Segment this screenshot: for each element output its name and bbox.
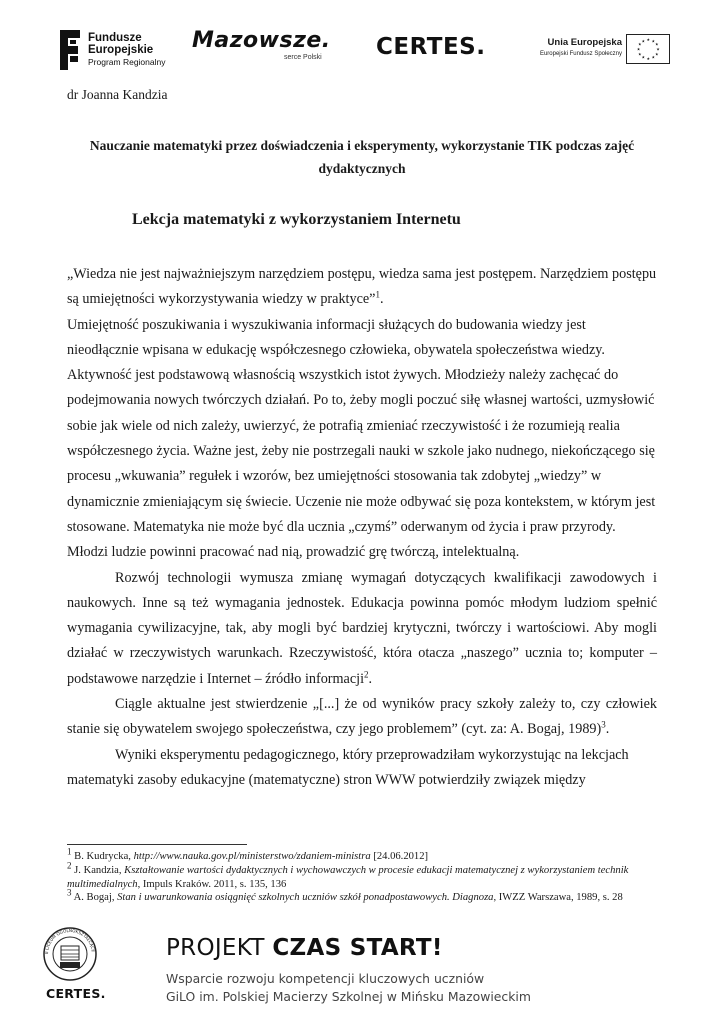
svg-text:★: ★ [641,54,646,60]
project-line-1: Wsparcie rozwoju kompetencji kluczowych uczniów [166,971,485,986]
footnote-3 [67,887,657,905]
svg-text:★: ★ [638,51,642,57]
mazowsze-tagline: serce Polski [284,54,322,61]
footnote-ref-1: 1 [375,289,380,300]
footnote-2-num: 2 [67,860,72,871]
eu-fund: Europejski Fundusz Społeczny [539,51,622,57]
footnote-1 [67,846,657,864]
school-seal-icon [42,926,98,982]
fe-line-3: Program Regionalny [88,57,166,67]
svg-text:★: ★ [651,38,656,44]
mazowsze-wordmark: Mazowsze. [192,28,331,53]
paragraph-2 [67,566,657,692]
project-line-2: GiLO im. Polskiej Macierzy Szkolnej w Mińsku Mazowieckim [166,989,531,1004]
document-title: Nauczanie matematyki przez doświadczenia i eksperymenty, wykorzystanie TIK podczas zajęć dydaktycznych [89,138,635,176]
footnote-2-pre: J. Kandzia, [71,864,125,876]
svg-text:★: ★ [655,51,659,57]
svg-text:★: ★ [646,37,651,42]
footnote-3-pre: A. Bogaj, [71,892,118,904]
footnote-3-num: 3 [67,887,72,898]
fe-line-1: Fundusze [88,32,142,44]
svg-text:★: ★ [646,56,651,61]
mazowsze-logo [192,28,342,68]
footnote-2 [67,860,657,892]
footnote-2-post: , Impuls Kraków. 2011, s. 135, 136 [137,878,287,890]
lesson-subtitle: Lekcja matematyki z wykorzystaniem Internetu [132,211,461,228]
svg-text:★: ★ [655,41,659,47]
footnote-ref-2: 2 [364,669,369,680]
svg-text:★: ★ [651,54,656,60]
body-text [67,262,657,793]
author: dr Joanna Kandzia [67,87,168,102]
footer-certes-logo: CERTES. [46,986,106,1001]
footnote-2-title: Kształtowanie wartości dydaktycznych i wychowawczych w procesie edukacji matematycznej z wykorzystaniem technik multimedialnych [67,864,629,890]
footnote-3-title: Stan i uwarunkowania osiągnięć szkolnych uczniów szkół ponadpostawowych. Diagnoza [117,892,494,904]
footnotes [67,846,657,905]
eu-title: Unia Europejska [547,37,622,48]
footnote-divider [67,844,247,845]
footnote-1-pre: B. Kudrycka, [71,851,134,862]
fe-line-2: Europejskie [88,44,154,56]
seal-text: II LICEUM OGÓLNOKSZTAŁCĄCE [43,927,96,955]
svg-text:★: ★ [641,38,646,44]
fundusze-europejskie-icon [58,28,82,72]
paragraph-2-text: Rozwój technologii wymusza zmianę wymagań dotyczących kwalifikacji zawodowych i naukowych. Inne są też wymagania jednostek. Edukacja powinna pomóc młodym ludziom spełnić wymagania cywilizacyjne, tak, aby mogli być bardziej krytyczni, twórczy i wartościowi. Aby mogli działać w rzeczywistych warunkach. Rzeczywistość, która otacza „naszego” ucznia to; komputer – podstawowe narzędzie i Internet – źródło informacji [67,569,657,687]
footnote-1-post: [24.06.2012] [370,851,429,862]
quote-text: „Wiedza nie jest najważniejszym narzędziem postępu, wiedza sama jest postępem. Narzędziem postępu są umiejętności wykorzystywania wiedzy w praktyce” [67,266,657,308]
paragraph-2-end: . [368,670,373,687]
eu-logo [540,32,670,66]
project-prefix: PROJEKT [166,935,273,961]
svg-text:★: ★ [636,46,641,52]
paragraph-4: Wyniki eksperymentu pedagogicznego, który przeprowadziłam wykorzystując na lekcjach matematyki zasoby edukacyjne (matematyczne) stron WWW potwierdziły związek między [67,746,629,788]
quote-end: . [379,291,384,308]
footnote-1-url[interactable]: http://www.nauka.gov.pl/ministerstwo/zdaniem-ministra [133,851,371,862]
footnote-3-post: , IWZZ Warszawa, 1989, s. 28 [493,892,623,904]
svg-text:★: ★ [638,41,642,47]
project-name: CZAS START! [272,935,443,961]
opening-quote [67,262,657,313]
paragraph-3 [67,692,657,743]
certes-logo: CERTES. [376,34,486,60]
paragraph-3-end: . [605,721,610,738]
footnote-1-num: 1 [67,846,72,857]
eu-flag-icon [626,34,670,64]
footnote-ref-3: 3 [601,719,606,730]
project-title [166,935,443,961]
svg-text:★: ★ [656,46,660,52]
paragraph-1: Umiejętność poszukiwania i wyszukiwania informacji służących do budowania wiedzy jest nieodłącznie wpisana w edukację współczesnego człowieka, obywatela społeczeństwa wiedzy. Aktywność jest podstawową własnością wszystkich istot żywych. Młodzieży należy zachęcać do podejmowania nowych twórczych działań. Po to, żeby mogli poczuć siłę własnej wartości, uzmysłowić sobie jak wiele od nich zależy, uwierzyć, że potrafią zmieniać rzeczywistość i że rozumieją realia współczesnego życia. Ważne jest, żeby nie postrzegali nauki w szkole jako nudnego, niekończącego się procesu „wkuwania” regułek i wzorów, bez umiejętności stosowania tak zdobytej „wiedzy” w dynamicznie zmieniającym się świecie. Uczenie nie może odbywać się poza kontekstem, w którym jest stosowane. Matematyka nie może być dla ucznia „czymś” oderwanym od życia i praw przyrody. Młodzi ludzie powinni pracować nad nią, prowadzić grę twórczą, intelektualną. [67,316,656,561]
paragraph-3-text: Ciągle aktualne jest stwierdzenie „[...] że od wyników pracy szkoły zależy to, czy człowiek stanie się obywatelem swojego społeczeństwa, czy jego problemem” (cyt. za: A. Bogaj, 1989) [67,696,657,738]
fundusze-europejskie-logo [58,26,188,74]
